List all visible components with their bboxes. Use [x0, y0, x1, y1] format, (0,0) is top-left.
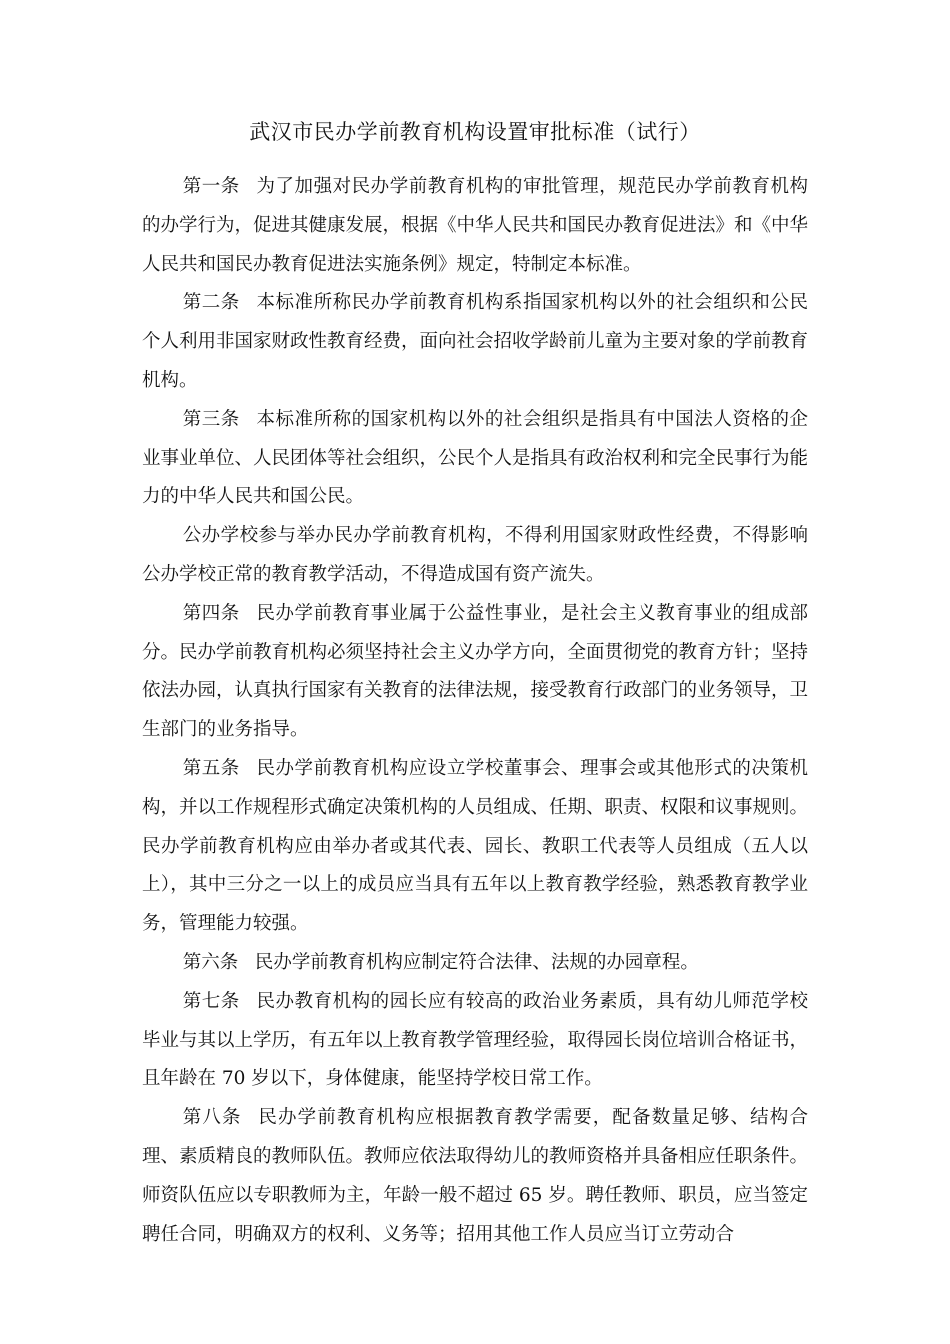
article-label: 第六条 — [182, 951, 239, 973]
article-3-continuation — [142, 517, 808, 595]
article-text: 民办学前教育事业属于公益性事业，是社会主义教育事业的组成部分。民办学前教育机构必须坚持社会主义办学方向，全面贯彻党的教育方针；坚持依法办园，认真执行国家有关教育的法律法规，接受教育行政部门的业务领导，卫生部门的业务指导。 — [142, 602, 809, 741]
article-8 — [142, 1099, 808, 1254]
article-label: 第一条 — [182, 176, 240, 197]
article-3 — [142, 401, 808, 517]
article-text: 公办学校参与举办民办学前教育机构，不得利用国家财政性经费，不得影响公办学校正常的教育教学活动，不得造成国有资产流失。 — [142, 525, 808, 585]
document-title: 武汉市民办学前教育机构设置审批标准（试行） — [249, 120, 701, 144]
article-text: 民办学前教育机构应根据教育教学需要，配备数量足够、结构合理、素质精良的教师队伍。教师应依法取得幼儿的教师资格并具备相应任职条件。师资队伍应以专职教师为主，年龄一般不超过 65 岁。聘任教师、职员，应当签定聘任合同，明确双方的权利、义务等；招用其他工作人员应当订立劳动合 — [142, 1107, 809, 1245]
article-text: 民办学前教育机构应设立学校董事会、理事会或其他形式的决策机构，并以工作规程形式确定决策机构的人员组成、任期、职责、权限和议事规则。民办学前教育机构应由举办者或其代表、园长、教职工代表等人员组成（五人以上），其中三分之一以上的成员应当具有五年以上教育教学经验，熟悉教育教学业务，管理能力较强。 — [142, 757, 809, 935]
article-text: 本标准所称民办学前教育机构系指国家机构以外的社会组织和公民个人利用非国家财政性教育经费，面向社会招收学龄前儿童为主要对象的学前教育机构。 — [142, 292, 809, 391]
article-text: 为了加强对民办学前教育机构的审批管理，规范民办学前教育机构的办学行为，促进其健康发展，根据《中华人民共和国民办教育促进法》和《中华人民共和国民办教育促进法实施条例》规定，特制定本标准。 — [142, 176, 809, 275]
article-label: 第三条 — [182, 408, 240, 430]
article-2 — [142, 284, 808, 400]
article-label: 第七条 — [182, 990, 240, 1012]
article-6 — [142, 944, 808, 983]
article-label: 第五条 — [182, 757, 240, 779]
article-7 — [142, 983, 808, 1099]
article-label: 第二条 — [182, 292, 240, 314]
article-4 — [142, 595, 808, 750]
article-text: 民办教育机构的园长应有较高的政治业务素质，具有幼儿师范学校毕业与其以上学历，有五年以上教育教学管理经验，取得园长岗位培训合格证书，且年龄在 70 岁以下，身体健康，能坚持学校日常工作。 — [142, 990, 809, 1090]
document-body — [142, 168, 808, 1254]
article-5 — [142, 750, 808, 944]
article-label: 第四条 — [182, 602, 240, 624]
article-text: 民办学前教育机构应制定符合法律、法规的办园章程。 — [254, 951, 699, 973]
article-text: 本标准所称的国家机构以外的社会组织是指具有中国法人资格的企业事业单位、人民团体等社会组织，公民个人是指具有政治权利和完全民事行为能力的中华人民共和国公民。 — [142, 408, 809, 508]
article-label: 第八条 — [182, 1107, 242, 1129]
article-1 — [142, 168, 808, 284]
